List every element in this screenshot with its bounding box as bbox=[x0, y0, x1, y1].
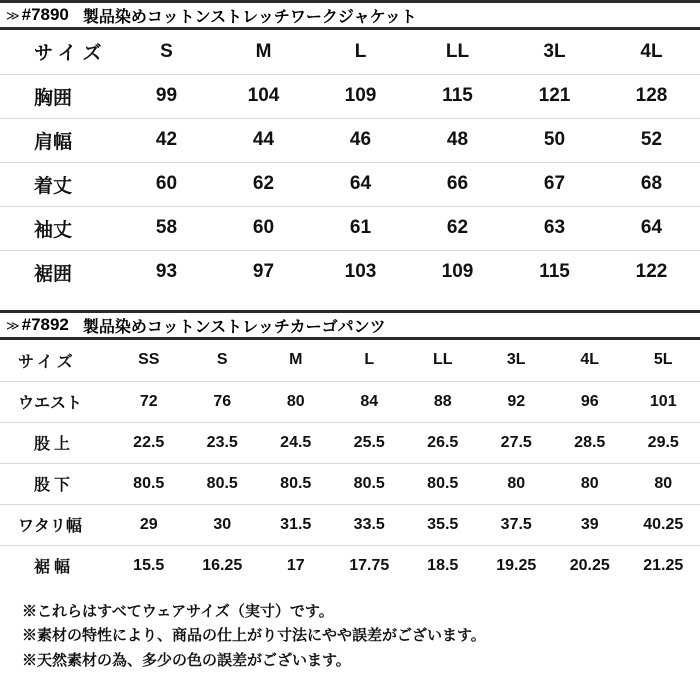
cell: 31.5 bbox=[259, 504, 333, 545]
cell: 18.5 bbox=[427, 556, 459, 574]
section-header-pants bbox=[0, 310, 700, 340]
cell: 23.5 bbox=[186, 422, 260, 463]
cell: 48 bbox=[409, 118, 506, 162]
column-header-ll: LL bbox=[406, 340, 480, 381]
cell: 76 bbox=[186, 381, 260, 422]
row-label: ワタリ幅 bbox=[0, 504, 112, 545]
product-name-jacket: 製品染めコットンストレッチワークジャケット bbox=[82, 8, 417, 26]
table-row bbox=[0, 118, 700, 162]
row-label: 袖丈 bbox=[0, 206, 118, 250]
table-header-row bbox=[0, 340, 700, 381]
cell: 61 bbox=[312, 206, 409, 250]
cell: 68 bbox=[603, 162, 700, 206]
cell: 88 bbox=[406, 381, 480, 422]
cell: 63 bbox=[506, 206, 603, 250]
column-header-s: S bbox=[186, 340, 260, 381]
cell: 72 bbox=[112, 381, 186, 422]
cell: 66 bbox=[409, 162, 506, 206]
table-row bbox=[0, 162, 700, 206]
size-table-pants bbox=[0, 340, 700, 586]
table-header-row bbox=[0, 30, 700, 74]
cell: 80.5 bbox=[186, 463, 260, 504]
table-row bbox=[0, 504, 700, 545]
column-header-m: M bbox=[215, 30, 312, 74]
column-header-3l: 3L bbox=[506, 30, 603, 74]
cell: 19.25 bbox=[496, 556, 537, 574]
cell: 15.5 bbox=[133, 556, 165, 574]
table-row bbox=[0, 381, 700, 422]
note-item: ※素材の特性により、商品の仕上がり寸法にやや誤差がございます。 bbox=[22, 627, 486, 645]
cell: 46 bbox=[312, 118, 409, 162]
cell: 52 bbox=[603, 118, 700, 162]
cell: 64 bbox=[312, 162, 409, 206]
cell: 42 bbox=[118, 118, 215, 162]
column-header-4l: 4L bbox=[603, 30, 700, 74]
cell: 28.5 bbox=[553, 422, 627, 463]
cell: 80.5 bbox=[333, 463, 407, 504]
cell: 17.75 bbox=[349, 556, 390, 574]
cell: 101 bbox=[627, 381, 700, 422]
size-table-jacket bbox=[0, 30, 700, 294]
cell: 104 bbox=[215, 74, 312, 118]
cell: 115 bbox=[409, 74, 506, 118]
cell: 80.5 bbox=[112, 463, 186, 504]
column-header-l: L bbox=[333, 340, 407, 381]
cell: 17 bbox=[286, 556, 305, 574]
cell: 29.5 bbox=[627, 422, 700, 463]
cell: 115 bbox=[539, 261, 570, 283]
cell: 22.5 bbox=[112, 422, 186, 463]
cell: 50 bbox=[506, 118, 603, 162]
column-header-m: M bbox=[259, 340, 333, 381]
column-header-size: サイズ bbox=[0, 340, 112, 381]
row-label: 裾囲 bbox=[34, 263, 73, 285]
row-label: 股下 bbox=[0, 463, 112, 504]
cell: 44 bbox=[215, 118, 312, 162]
table-row bbox=[0, 206, 700, 250]
product-code-pants: #7892 bbox=[21, 315, 69, 334]
cell: 80 bbox=[480, 463, 554, 504]
table-row bbox=[0, 250, 700, 294]
cell: 30 bbox=[186, 504, 260, 545]
notes-list bbox=[0, 600, 700, 673]
cell: 26.5 bbox=[406, 422, 480, 463]
cell: 67 bbox=[506, 162, 603, 206]
cell: 62 bbox=[215, 162, 312, 206]
cell: 29 bbox=[112, 504, 186, 545]
section-header-jacket bbox=[0, 0, 700, 30]
table-row bbox=[0, 545, 700, 586]
cell: 80 bbox=[259, 381, 333, 422]
column-header-4l: 4L bbox=[553, 340, 627, 381]
cell: 35.5 bbox=[406, 504, 480, 545]
column-header-5l: 5L bbox=[627, 340, 700, 381]
double-chevron-right-icon: ≫ bbox=[6, 7, 18, 23]
cell: 80 bbox=[553, 463, 627, 504]
row-label: 肩幅 bbox=[0, 118, 118, 162]
double-chevron-right-icon: ≫ bbox=[6, 317, 18, 333]
cell: 62 bbox=[409, 206, 506, 250]
column-header-ll: LL bbox=[409, 30, 506, 74]
product-name-pants: 製品染めコットンストレッチカーゴパンツ bbox=[82, 318, 386, 336]
column-header-size: サイズ bbox=[0, 30, 118, 74]
note-item: ※これらはすべてウェアサイズ（実寸）です。 bbox=[22, 603, 334, 620]
row-label: ウエスト bbox=[0, 381, 112, 422]
cell: 80 bbox=[627, 463, 700, 504]
note-item: ※天然素材の為、多少の色の誤差がございます。 bbox=[22, 651, 351, 669]
cell: 20.25 bbox=[569, 556, 610, 574]
cell: 60 bbox=[118, 162, 215, 206]
cell: 80.5 bbox=[406, 463, 480, 504]
column-header-l: L bbox=[312, 30, 409, 74]
cell: 96 bbox=[553, 381, 627, 422]
table-row bbox=[0, 463, 700, 504]
cell: 109 bbox=[441, 261, 474, 283]
cell: 37.5 bbox=[480, 504, 554, 545]
table-row bbox=[0, 74, 700, 118]
row-label: 裾幅 bbox=[34, 559, 75, 577]
table-row bbox=[0, 422, 700, 463]
cell: 93 bbox=[155, 261, 178, 283]
cell: 58 bbox=[118, 206, 215, 250]
cell: 80.5 bbox=[259, 463, 333, 504]
cell: 27.5 bbox=[480, 422, 554, 463]
cell: 109 bbox=[312, 74, 409, 118]
column-header-s: S bbox=[118, 30, 215, 74]
cell: 128 bbox=[603, 74, 700, 118]
cell: 21.25 bbox=[643, 556, 684, 574]
column-header-3l: 3L bbox=[480, 340, 554, 381]
row-label: 胸囲 bbox=[0, 74, 118, 118]
cell: 122 bbox=[635, 261, 668, 283]
row-label: 股上 bbox=[0, 422, 112, 463]
cell: 40.25 bbox=[627, 504, 700, 545]
cell: 99 bbox=[118, 74, 215, 118]
cell: 121 bbox=[506, 74, 603, 118]
column-header-ss: SS bbox=[112, 340, 186, 381]
cell: 33.5 bbox=[333, 504, 407, 545]
cell: 60 bbox=[215, 206, 312, 250]
cell: 25.5 bbox=[333, 422, 407, 463]
cell: 84 bbox=[333, 381, 407, 422]
row-label: 着丈 bbox=[0, 162, 118, 206]
cell: 97 bbox=[252, 261, 275, 283]
cell: 39 bbox=[553, 504, 627, 545]
product-code-jacket: #7890 bbox=[21, 5, 69, 24]
section-spacer bbox=[0, 294, 700, 310]
cell: 103 bbox=[344, 261, 377, 283]
cell: 16.25 bbox=[202, 556, 243, 574]
cell: 64 bbox=[603, 206, 700, 250]
cell: 24.5 bbox=[259, 422, 333, 463]
cell: 92 bbox=[480, 381, 554, 422]
